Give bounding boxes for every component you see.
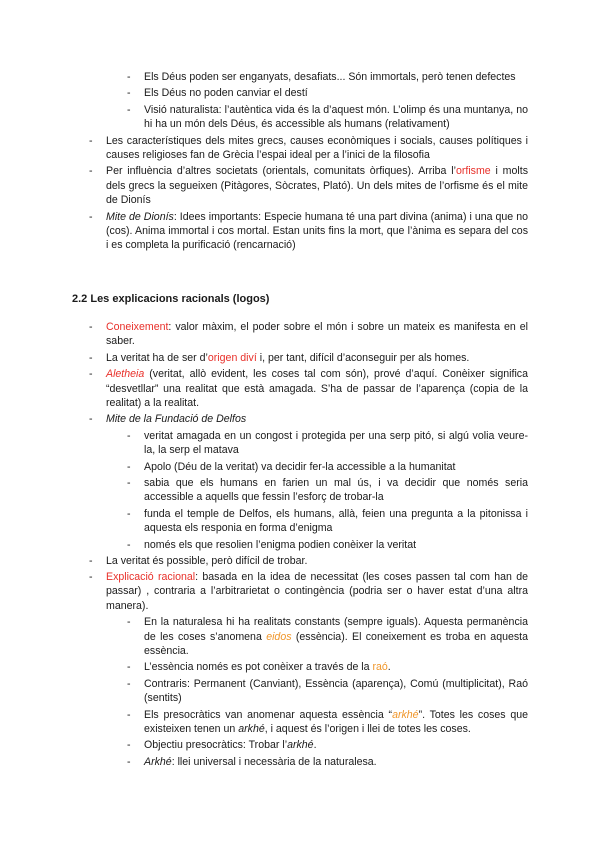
arkhe-italic: arkhé — [238, 723, 265, 736]
item-text: (veritat, allò evident, les coses tal com són), prové d’aquí. Conèixer significa “desvetllar” una realitat que està amagada. S’ha de passar de l’aparença (copia de la realitat) a la realitat. — [106, 368, 528, 410]
item-text: Objectiu presocràtics: Trobar l’ — [144, 739, 288, 752]
list-item — [0, 70, 600, 84]
item-text: : basada en la idea de necessitat (les coses passen tal com han de passar) , contraria a l’arbitrarietat o contingència (podria ser o haver estat d’una altra manera). — [106, 571, 528, 612]
arkhe-term: arkhé — [392, 708, 419, 721]
list-item — [0, 507, 600, 536]
item-text: : llei universal i necessària de la naturalesa. — [171, 755, 377, 768]
rao-term: raó — [372, 661, 388, 674]
coneixement-term: Coneixement — [106, 321, 169, 333]
list-item — [0, 476, 600, 505]
arkhe-italic: arkhé — [287, 739, 314, 752]
mite-delfos-title: Mite de la Fundació de Delfos — [106, 413, 247, 426]
myths-list-block — [0, 70, 600, 255]
item-text: Les característiques dels mites grecs, causes econòmiques i socials, causes polítiques i causes religioses fan de Grècia l’espai ideal per a l’inici de la filosofia — [106, 134, 528, 162]
explicacio-sublist — [0, 615, 600, 769]
list-item — [0, 351, 600, 365]
delfos-sublist — [0, 429, 600, 552]
item-text: i molts dels grecs la segueixen (Pitàgores, Sòcrates, Plató). Un dels mites de l’orfisme és el mite de Dionís — [106, 165, 528, 207]
list-item — [0, 538, 600, 552]
arkhe-definition-term: Arkhé — [144, 755, 172, 768]
list-item — [0, 164, 600, 207]
item-text: Contraris: Permanent (Canviant), Essència (aparença), Comú (multiplicitat), Raó (sentits) — [144, 677, 528, 705]
orfisme-term: orfisme — [455, 165, 491, 178]
item-text: . — [387, 661, 391, 674]
list-item — [0, 134, 600, 163]
item-text: Apolo (Déu de la veritat) va decidir fer-la accessible a la humanitat — [144, 460, 456, 473]
item-text: En la naturalesa hi ha realitats constants (sempre iguals). Aquesta permanència de les coses s’anomena — [144, 616, 528, 643]
logos-list — [0, 320, 600, 427]
list-item — [0, 755, 600, 769]
mite-dionis-title: Mite de Dionís — [106, 210, 174, 223]
list-item — [0, 429, 600, 458]
list-item — [0, 86, 600, 100]
list-item — [0, 660, 600, 674]
explicacio-block — [0, 570, 600, 771]
list-item — [0, 460, 600, 474]
item-text: (essència). El coneixement es troba en aquesta essència. — [144, 630, 528, 658]
list-item — [0, 103, 600, 132]
origen-divi-term: origen diví — [207, 351, 257, 364]
list-item — [0, 210, 600, 253]
logos-list-block — [0, 320, 600, 571]
item-text: Els Déus no poden canviar el destí — [144, 87, 308, 100]
logos-list-end — [0, 554, 600, 568]
list-item — [0, 320, 600, 349]
item-text: , i aquest és l’origen i llei de totes les coses. — [264, 723, 471, 736]
list-item — [0, 367, 600, 410]
section-title: 2.2 Les explicacions racionals (logos) — [72, 293, 270, 305]
item-text: L’essència només es pot conèixer a través de la — [144, 661, 373, 674]
explicacio-term: Explicació racional — [106, 571, 196, 583]
item-text: Els presocràtics van anomenar aquesta essència “ — [144, 708, 393, 721]
item-text: : Idees importants: Especie humana té una part divina (anima) i una que no (cos). Anima immortal i cos mortal. Estan units fins la mort, que l’ànima es separa del cos i es completa la purificació (rencarnació) — [106, 210, 528, 252]
list-item — [0, 708, 600, 737]
item-text: només els que resolien l’enigma podien conèixer la veritat — [144, 538, 417, 551]
eidos-term: eidos — [266, 630, 292, 643]
item-text: . — [313, 739, 317, 752]
item-text: sabia que els humans en farien un mal ús, i va decidir que només seria accessible a aquells que fessin l’esforç de trobar-la — [144, 477, 528, 504]
list-item — [0, 738, 600, 752]
aletheia-term: Aletheia — [106, 368, 145, 381]
item-text: Visió naturalista: l’autèntica vida és la d’aquest món. L’olimp és una muntanya, no hi ha un món dels Déus, és accessible als humans (relativament) — [144, 103, 528, 131]
item-text: La veritat ha de ser d’ — [106, 351, 208, 364]
list-item — [0, 615, 600, 658]
list-item — [0, 677, 600, 706]
item-text: La veritat és possible, però difícil de trobar. — [106, 555, 308, 568]
item-text: veritat amagada en un congost i protegida per una serp pitó, si algú volia veure-la, la serp el matava — [144, 429, 528, 457]
item-text: Per influència d’altres societats (orientals, comunitats òrfiques). Arriba l’ — [106, 165, 456, 178]
list-item — [0, 412, 600, 426]
myths-list — [0, 134, 600, 253]
explicacio-list — [0, 570, 600, 613]
item-text: Els Déus poden ser enganyats, desafiats... Són immortals, però tenen defectes — [144, 71, 516, 83]
item-text: : valor màxim, el poder sobre el món i sobre un mateix es manifesta en el saber. — [106, 321, 528, 348]
gods-sublist — [0, 70, 600, 132]
item-text: i, per tant, difícil d’aconseguir per als homes. — [256, 351, 470, 364]
item-text: ”. Totes les coses que existeixen tenen un — [144, 708, 528, 736]
list-item — [0, 570, 600, 613]
item-text: funda el temple de Delfos, els humans, allà, feien una pregunta a la pitonissa i aquesta els responia en forma d’enigma — [144, 507, 528, 535]
list-item — [0, 554, 600, 568]
